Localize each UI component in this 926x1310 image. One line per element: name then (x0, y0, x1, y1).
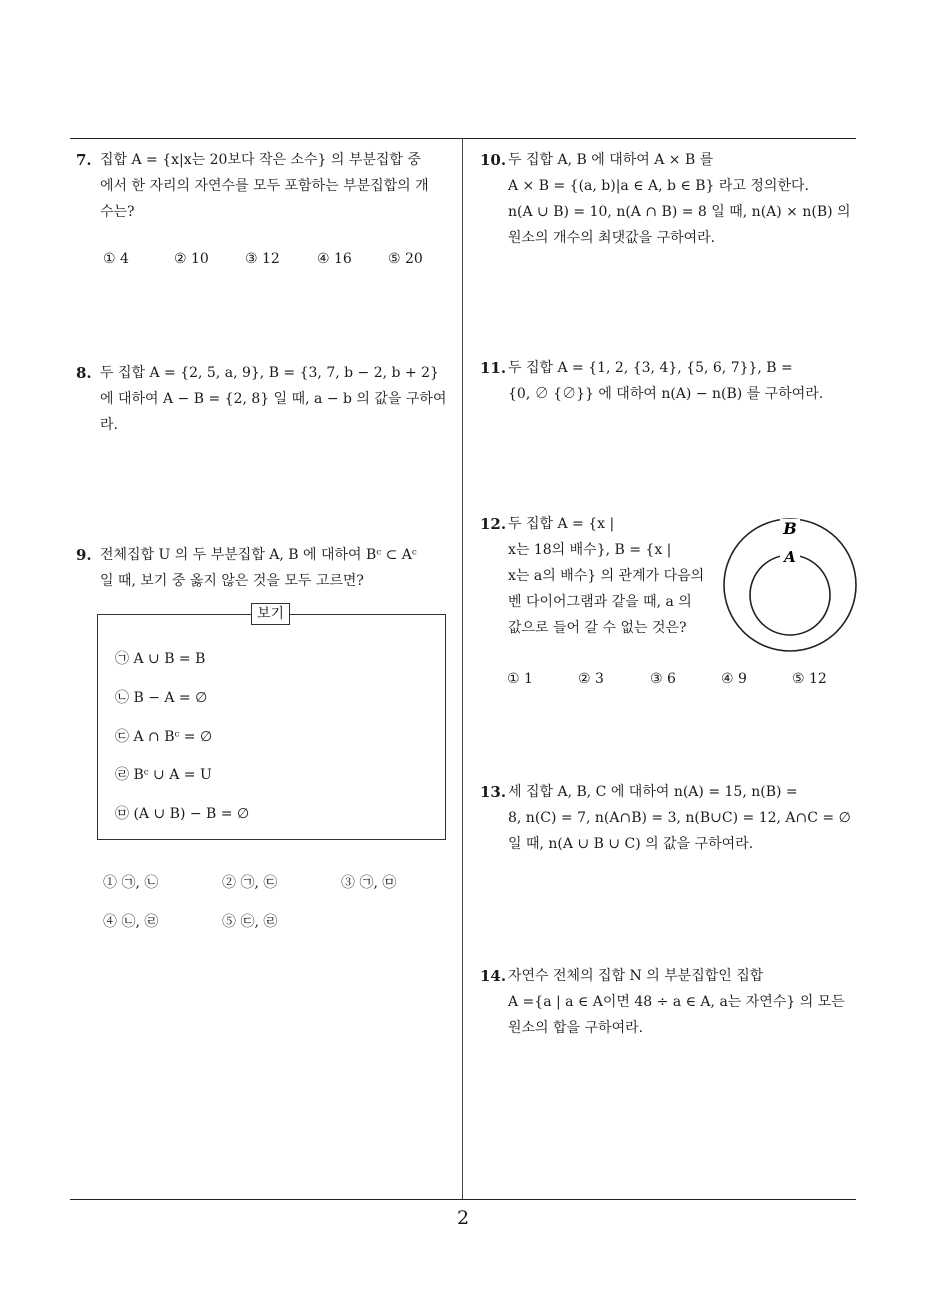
question-10 (480, 147, 858, 251)
question-text (508, 355, 858, 407)
question-line: A × B = {(a, b)|a ∈ A, b ∈ B} 라고 정의한다. (508, 178, 809, 194)
bogi-item: ㉤ (A ∪ B) − B = ∅ (115, 806, 250, 822)
question-14 (480, 963, 858, 1041)
question-9 (76, 542, 456, 594)
question-number: 13. (480, 783, 507, 801)
question-number: 11. (480, 359, 507, 377)
choice-5[interactable]: ⑤ ㉢, ㉣ (222, 914, 278, 930)
choice-4[interactable]: ④ ㉡, ㉣ (103, 914, 159, 930)
venn-diagram (720, 515, 862, 657)
top-rule (70, 138, 856, 139)
question-8 (76, 360, 456, 438)
question-text (508, 511, 716, 641)
question-line: 세 집합 A, B, C 에 대하여 n(A) = 15, n(B) = (508, 784, 798, 800)
choice-2[interactable]: ② 10 (174, 251, 209, 267)
question-line: A ={a | a ∈ A이면 48 ÷ a ∈ A, a는 자연수} 의 모든 (508, 994, 845, 1010)
question-line: 벤 다이어그램과 같을 때, a 의 (508, 594, 692, 610)
venn-inner-label: A (784, 548, 796, 566)
choice-2[interactable]: ② ㉠, ㉢ (222, 875, 278, 891)
question-line: x는 a의 배수} 의 관계가 다음의 (508, 568, 705, 584)
question-number: 8. (76, 364, 92, 382)
choice-1[interactable]: ① 1 (507, 671, 533, 687)
choice-4[interactable]: ④ 9 (721, 671, 747, 687)
question-line: 전체집합 U 의 두 부분집합 A, B 에 대하여 Bᶜ ⊂ Aᶜ (100, 547, 417, 563)
choice-1[interactable]: ① ㉠, ㉡ (103, 875, 159, 891)
question-text (100, 360, 456, 438)
question-line: 두 집합 A = {2, 5, a, 9}, B = {3, 7, b − 2, b + 2} (100, 365, 439, 381)
venn-outer-label: B (783, 519, 797, 538)
question-number: 9. (76, 546, 92, 564)
question-text (508, 147, 858, 251)
question-line: x는 18의 배수}, B = {x | (508, 542, 672, 558)
choice-5[interactable]: ⑤ 12 (792, 671, 827, 687)
bottom-rule (70, 1199, 856, 1200)
question-number: 10. (480, 151, 507, 169)
question-12 (480, 511, 716, 641)
question-line: 에서 한 자리의 자연수를 모두 포함하는 부분집합의 개 (100, 178, 429, 194)
question-line: 두 집합 A, B 에 대하여 A × B 를 (508, 152, 714, 168)
question-line: 값으로 들어 갈 수 없는 것은? (508, 620, 687, 636)
bogi-item: ㉡ B − A = ∅ (115, 690, 208, 706)
question-line: 수는? (100, 204, 135, 220)
venn-outer-circle (724, 519, 856, 651)
question-line: 라. (100, 417, 118, 433)
venn-inner-circle (750, 555, 830, 635)
question-line: 원소의 합을 구하여라. (508, 1020, 644, 1036)
choice-3[interactable]: ③ ㉠, ㉤ (341, 875, 397, 891)
question-13 (480, 779, 858, 857)
question-line: 8, n(C) = 7, n(A∩B) = 3, n(B∪C) = 12, A∩C = ∅ (508, 810, 851, 826)
bogi-item: ㉠ A ∪ B = B (115, 651, 206, 667)
choice-1[interactable]: ① 4 (103, 251, 129, 267)
question-number: 12. (480, 515, 507, 533)
choice-4[interactable]: ④ 16 (317, 251, 352, 267)
choice-3[interactable]: ③ 6 (650, 671, 676, 687)
question-text (508, 963, 858, 1041)
question-line: 집합 A = {x|x는 20보다 작은 소수} 의 부분집합 중 (100, 152, 421, 168)
question-number: 7. (76, 151, 92, 169)
question-text (100, 542, 456, 594)
question-line: 자연수 전체의 집합 N 의 부분집합인 집합 (508, 968, 764, 984)
question-line: 에 대하여 A − B = {2, 8} 일 때, a − b 의 값을 구하여 (100, 391, 447, 407)
bogi-item: ㉢ A ∩ Bᶜ = ∅ (115, 729, 213, 745)
question-line: 일 때, 보기 중 옳지 않은 것을 모두 고르면? (100, 573, 364, 589)
bogi-item: ㉣ Bᶜ ∪ A = U (115, 767, 212, 783)
question-line: 두 집합 A = {x | (508, 516, 615, 532)
choice-3[interactable]: ③ 12 (245, 251, 280, 267)
question-line: n(A ∪ B) = 10, n(A ∩ B) = 8 일 때, n(A) × n(B) 의 (508, 204, 851, 220)
question-number: 14. (480, 967, 507, 985)
bogi-label: 보기 (251, 603, 290, 625)
question-7 (76, 147, 456, 225)
choice-2[interactable]: ② 3 (578, 671, 604, 687)
question-11 (480, 355, 858, 407)
question-text (100, 147, 456, 225)
question-line: 원소의 개수의 최댓값을 구하여라. (508, 230, 716, 246)
column-divider (462, 138, 463, 1200)
question-line: 두 집합 A = {1, 2, {3, 4}, {5, 6, 7}}, B = (508, 360, 793, 376)
question-text (508, 779, 858, 857)
question-line: 일 때, n(A ∪ B ∪ C) 의 값을 구하여라. (508, 836, 754, 852)
choice-5[interactable]: ⑤ 20 (388, 251, 423, 267)
page-number: 2 (456, 1207, 470, 1229)
question-line: {0, ∅ {∅}} 에 대하여 n(A) − n(B) 를 구하여라. (508, 386, 824, 402)
